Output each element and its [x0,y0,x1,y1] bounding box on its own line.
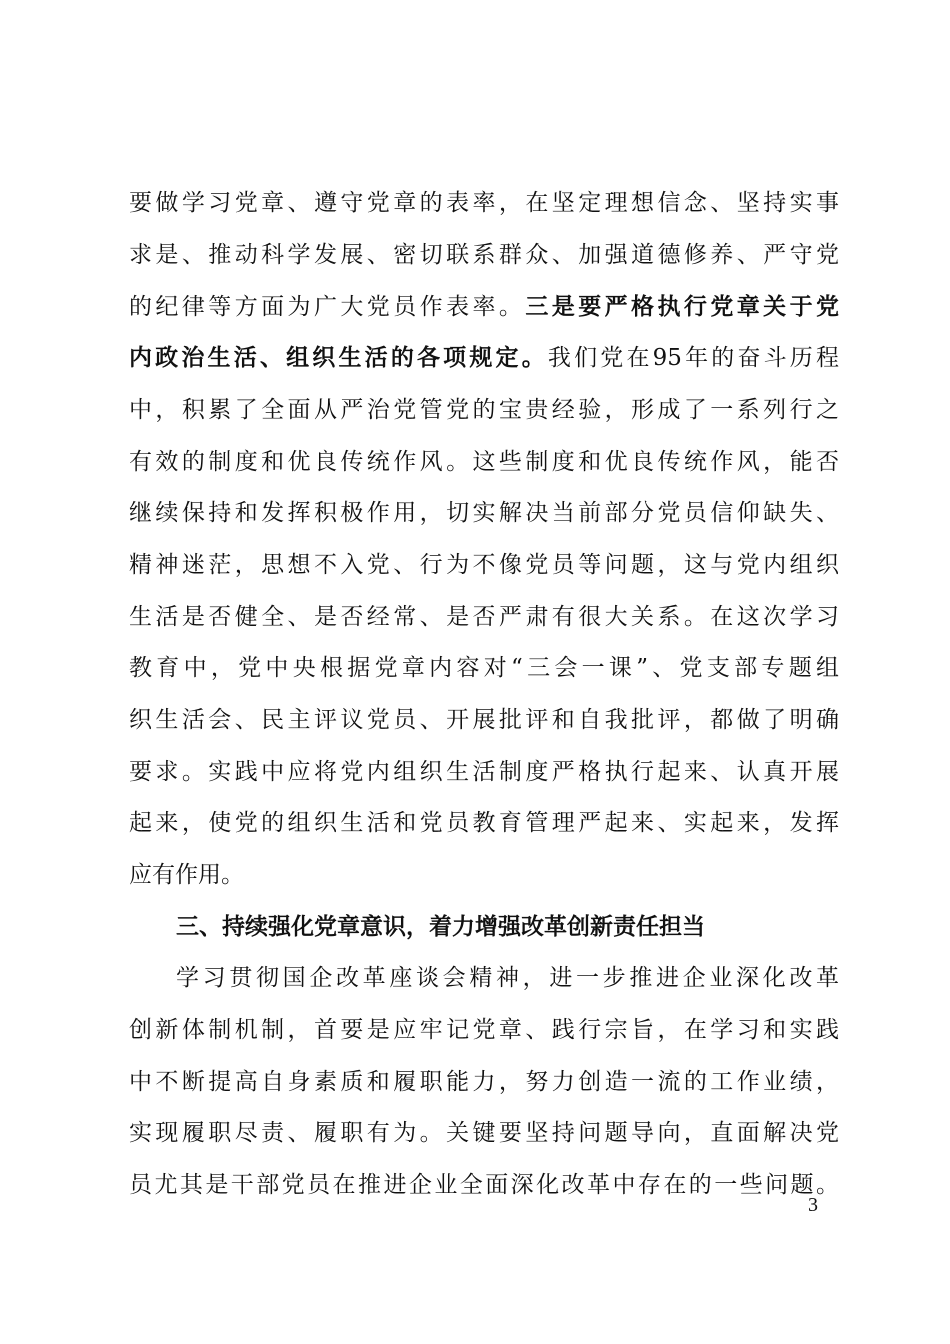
body-line: 求是、推动科学发展、密切联系群众、加强道德修养、严守党 [129,242,839,268]
body-text: 我们党在95年的奋斗历程 [547,345,839,371]
body-text: 的纪律等方面为广大党员作表率。 [129,294,526,320]
section-heading: 三、持续强化党章意识，着力增强改革创新责任担当 [176,914,705,940]
emphasis-text: 内政治生活、组织生活的各项规定。 [129,344,548,371]
body-line [129,340,839,376]
body-line: 要求。实践中应将党内组织生活制度严格执行起来、认真开展 [129,759,839,785]
body-line: 中，积累了全面从严治党管党的宝贵经验，形成了一系列行之 [129,397,839,423]
body-line: 员尤其是干部党员在推进企业全面深化改革中存在的一些问题。 [129,1172,839,1198]
body-line: 教育中，党中央根据党章内容对“三会一课”、党支部专题组 [129,655,839,681]
body-line: 学习贯彻国企改革座谈会精神，进一步推进企业深化改革 [176,965,839,991]
body-line: 实现履职尽责、履职有为。关键要坚持问题导向，直面解决党 [129,1120,839,1146]
body-line: 中不断提高自身素质和履职能力，努力创造一流的工作业绩， [129,1069,839,1095]
body-line: 精神迷茫，思想不入党、行为不像党员等问题，这与党内组织 [129,552,839,578]
body-line: 生活是否健全、是否经常、是否严肃有很大关系。在这次学习 [129,604,839,630]
body-line: 起来，使党的组织生活和党员教育管理严起来、实起来，发挥 [129,810,839,836]
emphasis-text: 三是要严格执行党章关于党 [525,293,839,320]
body-line: 有效的制度和优良传统作风。这些制度和优良传统作风，能否 [129,449,839,475]
body-line: 要做学习党章、遵守党章的表率，在坚定理想信念、坚持实事 [129,190,839,216]
body-line: 继续保持和发挥积极作用，切实解决当前部分党员信仰缺失、 [129,500,839,526]
page-number: 3 [808,1194,818,1216]
body-line [129,289,839,325]
body-line: 织生活会、民主评议党员、开展批评和自我批评，都做了明确 [129,707,839,733]
body-line: 应有作用。 [129,862,244,888]
body-line: 创新体制机制，首要是应牢记党章、践行宗旨，在学习和实践 [129,1017,839,1043]
